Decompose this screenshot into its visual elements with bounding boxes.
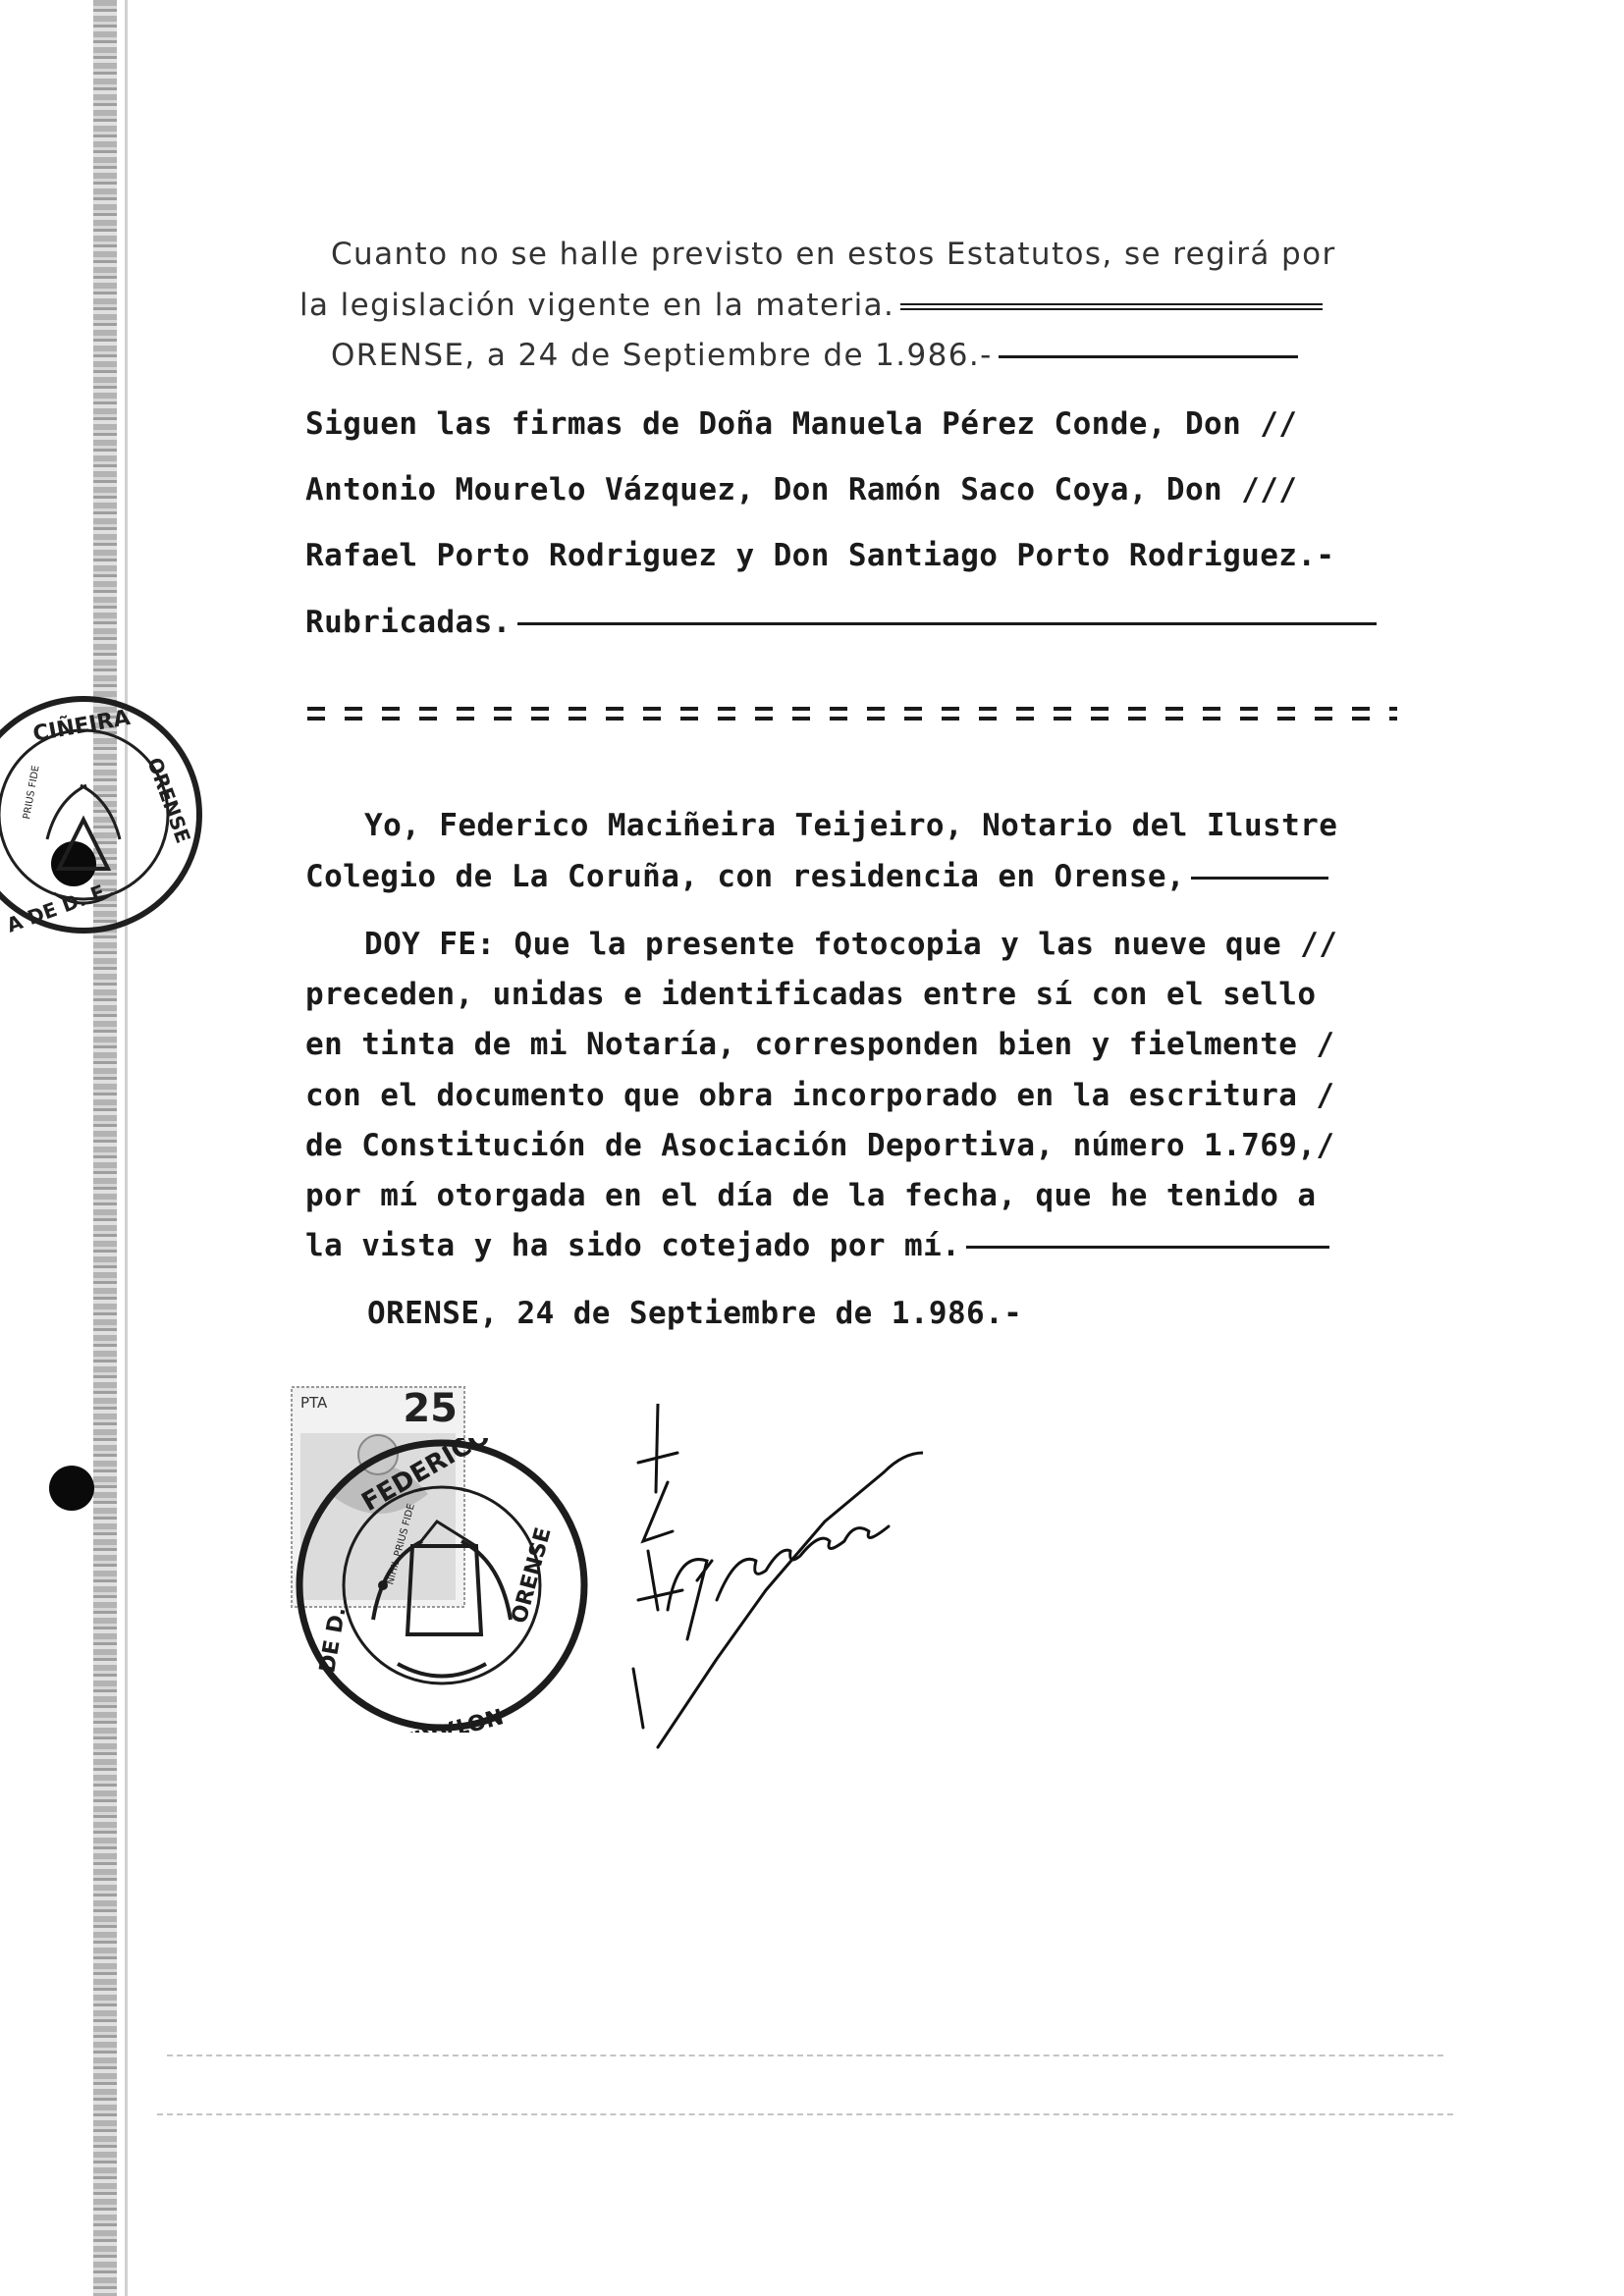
- paragraph1-line2: [299, 288, 1323, 323]
- svg-text:A DE D. F: A DE D. F: [3, 880, 108, 937]
- fiscal-stamp-currency: PTA: [300, 1394, 328, 1412]
- certification-line5: en tinta de mi Notaría, corresponden bien y fielmente /: [305, 1027, 1335, 1062]
- certification-line3: DOY FE: Que la presente fotocopia y las nueve que //: [364, 927, 1338, 962]
- certification-line6: con el documento que obra incorporado en la escritura /: [305, 1078, 1335, 1113]
- certification-line8: por mí otorgada en el día de la fecha, que he tenido a: [305, 1178, 1317, 1213]
- paragraph1-line2-text: la legislación vigente en la materia.: [299, 288, 895, 323]
- scan-artifact-line: [157, 2113, 1453, 2115]
- fiscal-stamp-value: 25: [403, 1386, 458, 1431]
- svg-text:NIHIL PRIUS FIDE: NIHIL PRIUS FIDE: [385, 1502, 417, 1586]
- svg-text:PRIUS FIDE: PRIUS FIDE: [22, 764, 42, 821]
- certification-line9-text: la vista y ha sido cotejado por mí.: [305, 1228, 961, 1263]
- svg-text:CIÑEIRA: CIÑEIRA: [30, 705, 133, 747]
- certification-line7: de Constitución de Asociación Deportiva, número 1.769,/: [305, 1128, 1335, 1163]
- svg-text:NOTARIA: NOTARIA: [395, 1702, 506, 1733]
- paragraph1-line1: Cuanto no se halle previsto en estos Estatutos, se regirá por: [331, 237, 1336, 272]
- fill-rule: [1191, 877, 1328, 880]
- fill-rule: [900, 303, 1323, 310]
- separator: [307, 707, 1397, 726]
- paragraph1-line3: [331, 338, 1298, 373]
- place-date: ORENSE, a 24 de Septiembre de 1.986.-: [331, 338, 993, 373]
- punch-hole-bottom: [49, 1466, 94, 1511]
- fill-rule: [999, 355, 1298, 358]
- signatures-line3: Rafael Porto Rodriguez y Don Santiago Porto Rodriguez.-: [305, 538, 1335, 573]
- binding-edge-line: [125, 0, 128, 2296]
- svg-text:ORENSE: ORENSE: [507, 1524, 557, 1627]
- handwritten-signature: [628, 1404, 923, 1757]
- signatures-line4: [305, 605, 1377, 640]
- certification-line2-text: Colegio de La Coruña, con residencia en Orense,: [305, 859, 1185, 894]
- side-notary-seal: [0, 672, 206, 957]
- svg-text:ORENSE: ORENSE: [142, 754, 195, 847]
- certification-line2: [305, 859, 1328, 894]
- svg-text:DE D.: DE D.: [315, 1605, 352, 1676]
- fill-rule: [966, 1246, 1329, 1249]
- notary-seal: [295, 1438, 589, 1733]
- certification-line1: Yo, Federico Maciñeira Teijeiro, Notario del Ilustre: [364, 808, 1338, 843]
- fill-rule: [517, 622, 1377, 625]
- signatures-line1: Siguen las firmas de Doña Manuela Pérez Conde, Don //: [305, 406, 1298, 442]
- certification-line9: [305, 1228, 1329, 1263]
- scan-artifact-line: [167, 2055, 1443, 2056]
- certification-line4: preceden, unidas e identificadas entre sí con el sello: [305, 977, 1317, 1012]
- signatures-line2: Antonio Mourelo Vázquez, Don Ramón Saco Coya, Don ///: [305, 472, 1298, 507]
- certification-date: ORENSE, 24 de Septiembre de 1.986.-: [367, 1296, 1023, 1331]
- binding-edge: [93, 0, 117, 2296]
- rubricadas-text: Rubricadas.: [305, 605, 512, 640]
